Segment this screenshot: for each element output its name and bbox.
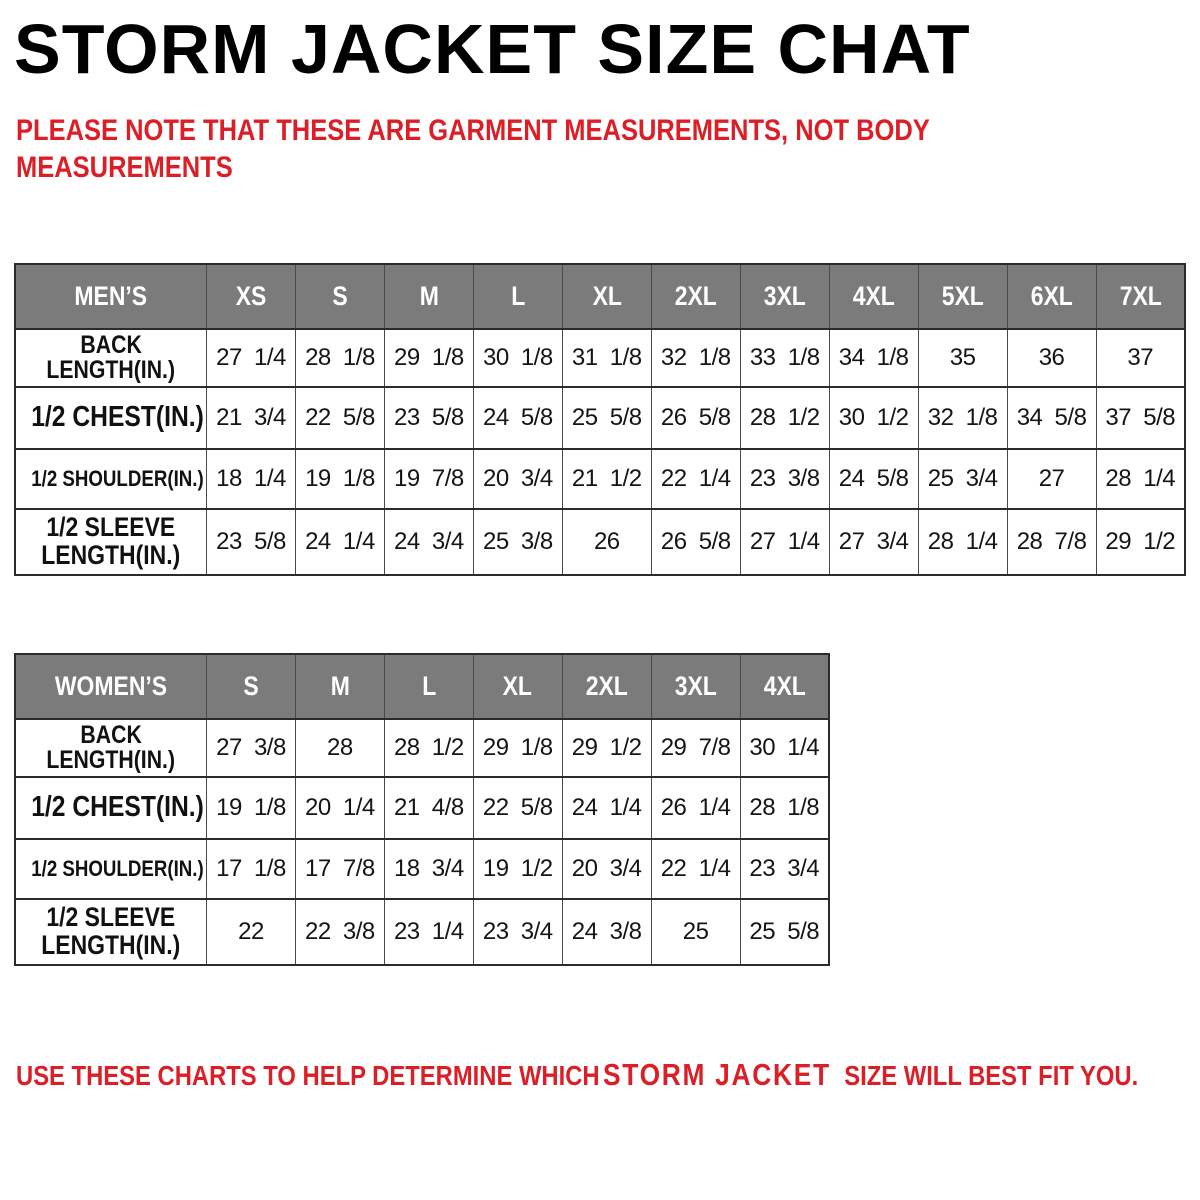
footer-prefix: USE THESE CHARTS TO HELP DETERMINE WHICH — [16, 1060, 600, 1091]
measurement-cell: 27 3/8 — [207, 719, 296, 777]
size-column-header: 7XL — [1096, 264, 1185, 329]
measurement-row — [15, 719, 829, 777]
measurement-cell: 24 5/8 — [473, 387, 562, 449]
measurement-cell: 17 1/8 — [207, 839, 296, 899]
size-header-row — [15, 654, 829, 719]
measurement-cell: 27 1/4 — [207, 329, 296, 387]
mens-size-table — [14, 263, 1186, 576]
size-column-header: L — [473, 264, 562, 329]
measurement-cell: 24 5/8 — [829, 449, 918, 509]
size-column-header: 4XL — [829, 264, 918, 329]
measurement-cell: 32 1/8 — [651, 329, 740, 387]
row-label-cell: 1/2 CHEST(IN.) — [15, 777, 207, 839]
measurement-row — [15, 387, 1185, 449]
measurement-cell: 29 1/2 — [1096, 509, 1185, 575]
measurement-cell: 27 — [1007, 449, 1096, 509]
size-column-header: XL — [562, 264, 651, 329]
measurement-cell: 31 1/8 — [562, 329, 651, 387]
measurement-cell: 21 3/4 — [207, 387, 296, 449]
measurement-cell: 28 1/8 — [295, 329, 384, 387]
measurement-row — [15, 839, 829, 899]
measurement-cell: 24 3/4 — [384, 509, 473, 575]
measurement-cell: 35 — [918, 329, 1007, 387]
measurement-cell: 22 — [207, 899, 296, 965]
measurement-cell: 20 1/4 — [295, 777, 384, 839]
size-column-header: M — [384, 264, 473, 329]
footer-suffix: SIZE WILL BEST FIT YOU. — [837, 1060, 1139, 1091]
measurement-cell: 28 7/8 — [1007, 509, 1096, 575]
measurement-cell: 27 3/4 — [829, 509, 918, 575]
measurement-cell: 22 1/4 — [651, 839, 740, 899]
size-column-header: XL — [473, 654, 562, 719]
measurement-row — [15, 899, 829, 965]
measurement-cell: 19 1/2 — [473, 839, 562, 899]
size-column-header: S — [295, 264, 384, 329]
measurement-cell: 23 3/8 — [740, 449, 829, 509]
measurement-cell: 28 1/2 — [740, 387, 829, 449]
measurement-cell: 30 1/8 — [473, 329, 562, 387]
measurement-cell: 30 1/2 — [829, 387, 918, 449]
measurement-cell: 28 1/2 — [384, 719, 473, 777]
measurement-cell: 28 1/8 — [740, 777, 829, 839]
row-label-cell: 1/2 SLEEVE LENGTH(IN.) — [15, 509, 207, 575]
table-title-cell: MEN’S — [15, 264, 207, 329]
size-column-header: 6XL — [1007, 264, 1096, 329]
measurement-cell: 27 1/4 — [740, 509, 829, 575]
measurement-cell: 28 1/4 — [1096, 449, 1185, 509]
measurement-cell: 26 5/8 — [651, 509, 740, 575]
size-column-header: XS — [207, 264, 296, 329]
measurement-row — [15, 329, 1185, 387]
womens-size-table — [14, 653, 830, 966]
measurement-cell: 18 1/4 — [207, 449, 296, 509]
size-column-header: 2XL — [562, 654, 651, 719]
measurement-cell: 24 3/8 — [562, 899, 651, 965]
garment-measurement-note — [16, 113, 930, 187]
size-column-header: L — [384, 654, 473, 719]
measurement-cell: 28 1/4 — [918, 509, 1007, 575]
page-title: STORM JACKET SIZE CHAT — [14, 10, 971, 88]
measurement-cell: 36 — [1007, 329, 1096, 387]
measurement-cell: 29 1/8 — [473, 719, 562, 777]
row-label-cell: 1/2 SLEEVE LENGTH(IN.) — [15, 899, 207, 965]
measurement-cell: 33 1/8 — [740, 329, 829, 387]
measurement-cell: 23 3/4 — [473, 899, 562, 965]
measurement-cell: 19 1/8 — [207, 777, 296, 839]
measurement-cell: 29 1/2 — [562, 719, 651, 777]
size-column-header: S — [207, 654, 296, 719]
measurement-cell: 19 7/8 — [384, 449, 473, 509]
row-label-cell: 1/2 SHOULDER(IN.) — [15, 839, 207, 899]
row-label-cell: 1/2 SHOULDER(IN.) — [15, 449, 207, 509]
measurement-cell: 24 1/4 — [295, 509, 384, 575]
measurement-cell: 29 7/8 — [651, 719, 740, 777]
measurement-cell: 22 1/4 — [651, 449, 740, 509]
measurement-cell: 23 1/4 — [384, 899, 473, 965]
measurement-cell: 23 5/8 — [384, 387, 473, 449]
measurement-cell: 23 5/8 — [207, 509, 296, 575]
measurement-cell: 29 1/8 — [384, 329, 473, 387]
measurement-cell: 19 1/8 — [295, 449, 384, 509]
measurement-cell: 22 5/8 — [473, 777, 562, 839]
measurement-cell: 25 5/8 — [562, 387, 651, 449]
footer-product-name: STORM JACKET — [602, 1057, 831, 1092]
measurement-cell: 37 — [1096, 329, 1185, 387]
size-column-header: 3XL — [740, 264, 829, 329]
measurement-cell: 26 5/8 — [651, 387, 740, 449]
measurement-cell: 23 3/4 — [740, 839, 829, 899]
measurement-row — [15, 777, 829, 839]
measurement-cell: 20 3/4 — [562, 839, 651, 899]
measurement-row — [15, 509, 1185, 575]
measurement-cell: 37 5/8 — [1096, 387, 1185, 449]
measurement-cell: 34 5/8 — [1007, 387, 1096, 449]
measurement-row — [15, 449, 1185, 509]
measurement-cell: 18 3/4 — [384, 839, 473, 899]
note-line-2: MEASUREMENTS — [16, 150, 233, 184]
row-label-cell: BACK LENGTH(IN.) — [15, 719, 207, 777]
measurement-cell: 32 1/8 — [918, 387, 1007, 449]
row-label-cell: 1/2 CHEST(IN.) — [15, 387, 207, 449]
measurement-cell: 21 1/2 — [562, 449, 651, 509]
measurement-cell: 21 4/8 — [384, 777, 473, 839]
row-label-cell: BACK LENGTH(IN.) — [15, 329, 207, 387]
note-line-1: PLEASE NOTE THAT THESE ARE GARMENT MEASUREMENTS, NOT BODY — [16, 114, 930, 147]
measurement-cell: 24 1/4 — [562, 777, 651, 839]
measurement-cell: 34 1/8 — [829, 329, 918, 387]
measurement-cell: 26 1/4 — [651, 777, 740, 839]
measurement-cell: 25 5/8 — [740, 899, 829, 965]
measurement-cell: 28 — [295, 719, 384, 777]
measurement-cell: 20 3/4 — [473, 449, 562, 509]
measurement-cell: 30 1/4 — [740, 719, 829, 777]
table-title-cell: WOMEN’S — [15, 654, 207, 719]
size-column-header: 2XL — [651, 264, 740, 329]
size-column-header: 3XL — [651, 654, 740, 719]
measurement-cell: 25 3/8 — [473, 509, 562, 575]
measurement-cell: 17 7/8 — [295, 839, 384, 899]
measurement-cell: 22 5/8 — [295, 387, 384, 449]
measurement-cell: 26 — [562, 509, 651, 575]
size-column-header: 4XL — [740, 654, 829, 719]
measurement-cell: 22 3/8 — [295, 899, 384, 965]
size-column-header: 5XL — [918, 264, 1007, 329]
measurement-cell: 25 3/4 — [918, 449, 1007, 509]
measurement-cell: 25 — [651, 899, 740, 965]
size-header-row — [15, 264, 1185, 329]
size-column-header: M — [295, 654, 384, 719]
footer-help-text — [16, 1057, 1138, 1093]
